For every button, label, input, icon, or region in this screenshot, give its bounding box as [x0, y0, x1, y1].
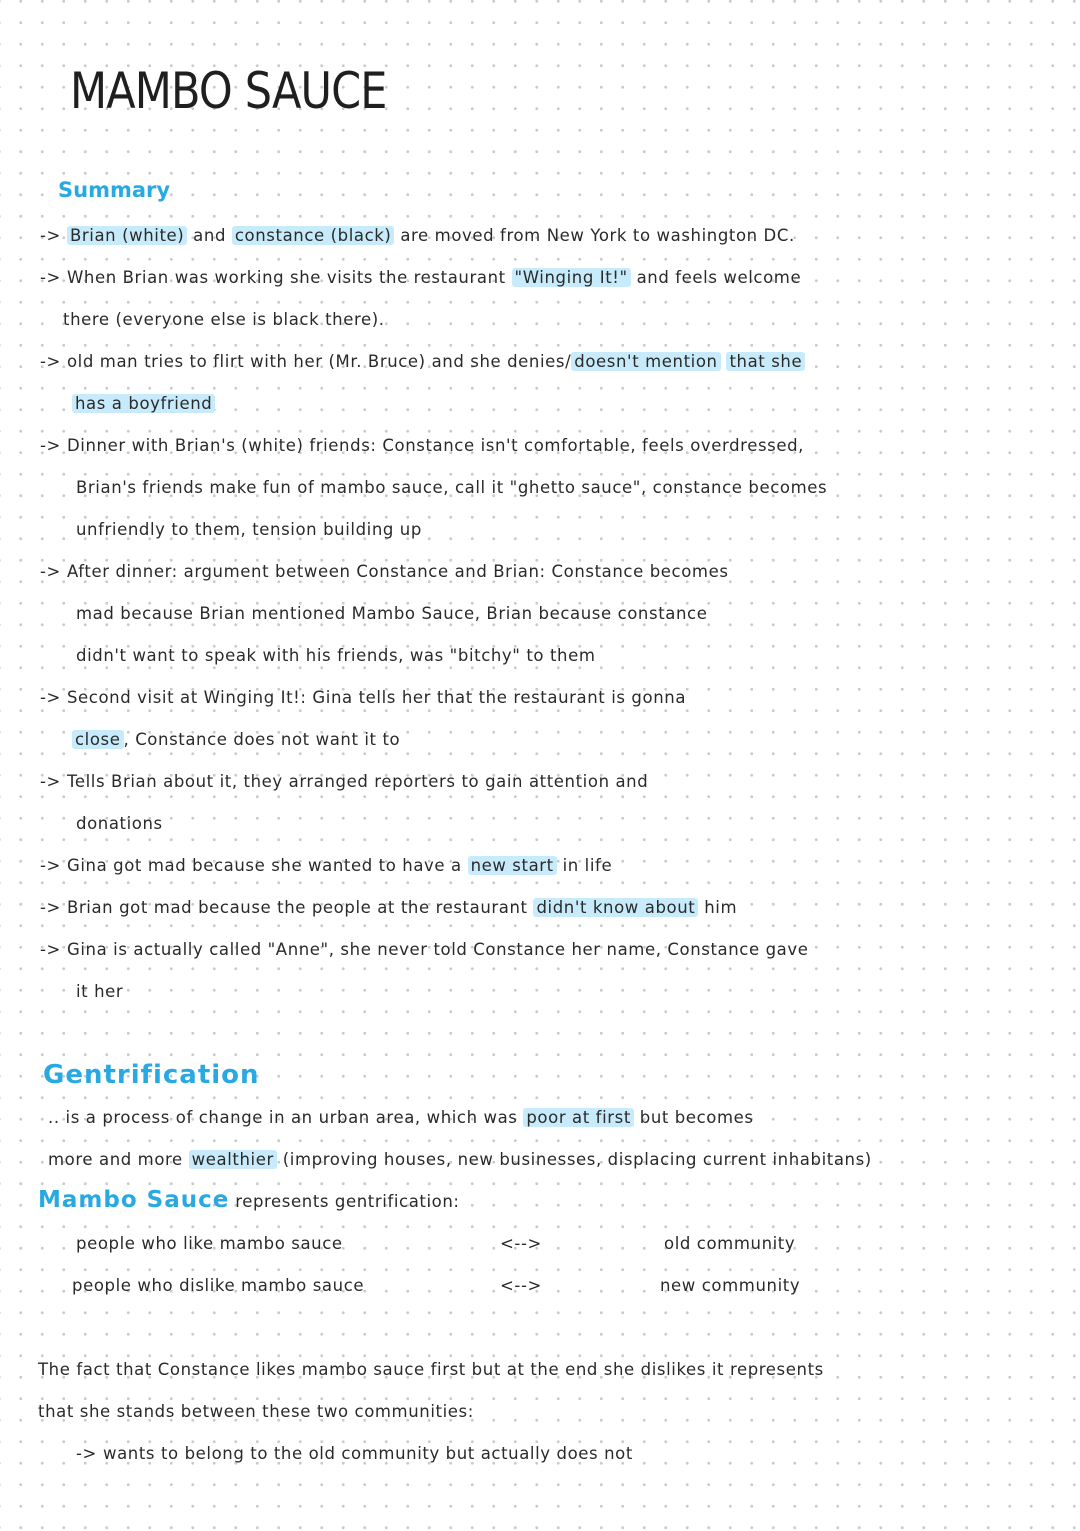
text: but becomes [633, 1108, 754, 1127]
summary-line-19: it her [76, 982, 124, 1001]
summary-line-17 [40, 896, 737, 920]
text: (improving houses, new businesses, displacing current inhabitans) [276, 1150, 872, 1169]
arrow-icon: -> [40, 856, 61, 875]
summary-heading: Summary [58, 178, 171, 202]
comparison-row-left: people who like mambo sauce [76, 1234, 343, 1253]
text: are moved from New York to washington DC. [394, 226, 795, 245]
gentrification-line-4: The fact that Constance likes mambo sauce first but at the end she dislikes it represents [38, 1360, 824, 1379]
arrow-icon: -> [40, 436, 61, 455]
summary-line-4 [40, 350, 805, 374]
highlight-text: that she [726, 352, 805, 371]
text: Second visit at Winging It!: Gina tells her that the restaurant is gonna [66, 688, 687, 707]
arrow-icon: -> [40, 940, 61, 959]
summary-line-1 [40, 224, 795, 248]
gentrification-line-6 [76, 1442, 633, 1466]
summary-line-7: Brian's friends make fun of mambo sauce, call it "ghetto sauce", constance becomes [76, 478, 828, 497]
text: him [698, 898, 738, 917]
highlight-text: has a boyfriend [72, 394, 215, 413]
text: old man tries to flirt with her (Mr. Bruce) and she denies/ [66, 352, 572, 371]
summary-line-9 [40, 560, 729, 584]
gentrification-line-2 [48, 1148, 872, 1172]
summary-line-18 [40, 938, 808, 962]
highlight-text: new start [468, 856, 557, 875]
summary-line-16 [40, 854, 612, 878]
gentrification-heading: Gentrification [43, 1060, 260, 1090]
summary-line-3: there (everyone else is black there). [63, 310, 385, 329]
text: After dinner: argument between Constance and Brian: Constance becomes [66, 562, 729, 581]
highlight-text: doesn't mention [571, 352, 720, 371]
highlight-text: wealthier [189, 1150, 277, 1169]
comparison-row-left: people who dislike mambo sauce [72, 1276, 365, 1295]
highlight-text: Brian (white) [67, 226, 187, 245]
mambo-sauce-label: Mambo Sauce [38, 1187, 230, 1213]
gentrification-line-5: that she stands between these two communities: [38, 1402, 474, 1421]
arrow-icon: -> [76, 1444, 97, 1463]
arrow-icon: -> [40, 772, 61, 791]
text: in life [556, 856, 613, 875]
summary-line-11: didn't want to speak with his friends, was "bitchy" to them [76, 646, 596, 665]
text: wants to belong to the old community but actually does not [102, 1444, 633, 1463]
summary-line-12 [40, 686, 686, 710]
text: represents gentrification: [229, 1192, 460, 1211]
gentrification-line-1 [48, 1106, 754, 1130]
summary-line-5 [72, 392, 215, 416]
summary-line-10: mad because Brian mentioned Mambo Sauce, Brian because constance [76, 604, 708, 623]
arrow-icon: -> [40, 562, 61, 581]
summary-line-8: unfriendly to them, tension building up [76, 520, 422, 539]
text: Gina is actually called "Anne", she never told Constance her name, Constance gave [66, 940, 809, 959]
text: and [187, 226, 232, 245]
summary-line-2 [40, 266, 801, 290]
summary-line-6 [40, 434, 804, 458]
text: Dinner with Brian's (white) friends: Constance isn't comfortable, feels overdressed, [66, 436, 805, 455]
text: Gina got mad because she wanted to have a [66, 856, 468, 875]
summary-line-14 [40, 770, 648, 794]
text: Tells Brian about it, they arranged reporters to gain attention and [66, 772, 649, 791]
comparison-row-right: old community [664, 1234, 796, 1253]
arrow-icon: -> [40, 226, 61, 245]
highlight-text: "Winging It!" [512, 268, 631, 287]
arrow-icon: -> [40, 898, 61, 917]
highlight-text: didn't know about [533, 898, 698, 917]
summary-line-13 [72, 728, 400, 752]
arrow-icon: -> [40, 352, 61, 371]
text: When Brian was working she visits the restaurant [66, 268, 512, 287]
arrow-icon: -> [40, 268, 61, 287]
highlight-text: constance (black) [232, 226, 395, 245]
page-title: MAMBO SAUCE [70, 62, 387, 120]
comparison-row-right: new community [660, 1276, 801, 1295]
arrow-icon: -> [40, 688, 61, 707]
double-arrow-icon: <--> [500, 1234, 542, 1253]
text: .. is a process of change in an urban area, which was [48, 1108, 524, 1127]
text: Brian got mad because the people at the restaurant [66, 898, 534, 917]
text: and feels welcome [630, 268, 802, 287]
highlight-text: close [72, 730, 124, 749]
text: more and more [48, 1150, 189, 1169]
double-arrow-icon: <--> [500, 1276, 542, 1295]
text: , Constance does not want it to [123, 730, 401, 749]
summary-line-15: donations [76, 814, 163, 833]
highlight-text: poor at first [523, 1108, 634, 1127]
gentrification-line-3 [38, 1188, 460, 1214]
